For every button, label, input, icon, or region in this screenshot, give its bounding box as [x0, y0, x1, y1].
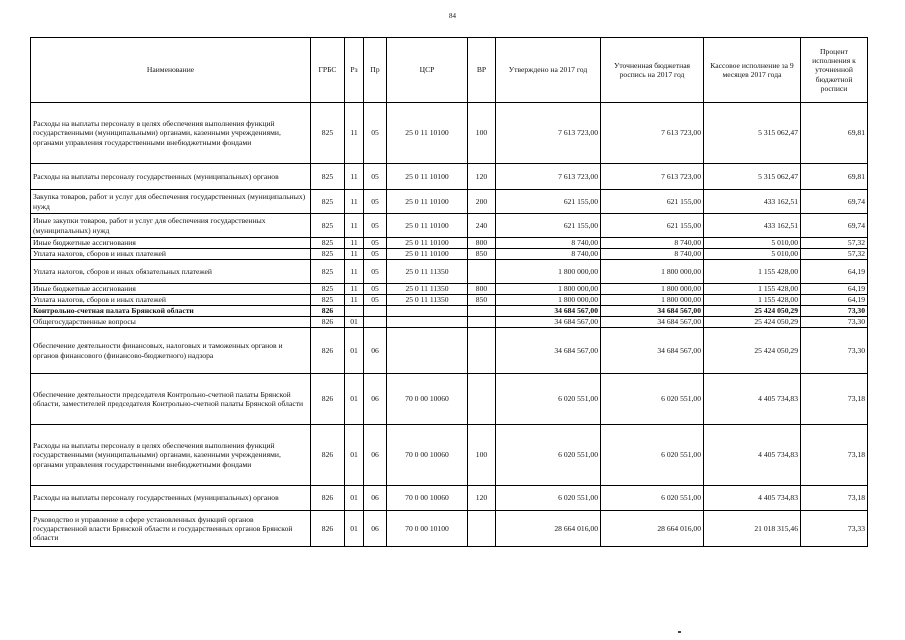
row-approved: 8 740,00 — [496, 238, 601, 249]
row-percent: 69,81 — [801, 103, 868, 164]
row-percent: 64,19 — [801, 260, 868, 284]
row-percent: 69,74 — [801, 190, 868, 214]
row-pr: 06 — [364, 328, 387, 374]
row-cash: 21 018 315,46 — [704, 511, 801, 547]
row-name: Контрольно-счетная палата Брянской области — [31, 306, 311, 317]
header-cash: Кассовое исполнение за 9 месяцев 2017 года — [704, 38, 801, 103]
row-csr: 25 0 11 10100 — [387, 238, 468, 249]
row-name: Иные закупки товаров, работ и услуг для обеспечения государственных (муниципальных) нужд — [31, 214, 311, 238]
row-cash: 1 155 428,00 — [704, 284, 801, 295]
row-grbs: 825 — [311, 249, 345, 260]
row-cash: 4 405 734,83 — [704, 374, 801, 425]
row-approved: 621 155,00 — [496, 190, 601, 214]
budget-execution-table — [30, 37, 868, 547]
row-approved: 34 684 567,00 — [496, 317, 601, 328]
row-csr — [387, 306, 468, 317]
table-row — [31, 103, 868, 164]
row-name: Уплата налогов, сборов и иных платежей — [31, 295, 311, 306]
row-name: Расходы на выплаты персоналу в целях обеспечения выполнения функций государственными (муниципальными) органами, казенными учреждениями, органами управления государственными внебюджетными фондами — [31, 103, 311, 164]
row-vr: 240 — [468, 214, 496, 238]
row-approved: 28 664 016,00 — [496, 511, 601, 547]
table-row — [31, 214, 868, 238]
row-cash: 1 155 428,00 — [704, 295, 801, 306]
table-row — [31, 190, 868, 214]
row-pr — [364, 306, 387, 317]
row-csr: 25 0 11 11350 — [387, 284, 468, 295]
row-cash: 433 162,51 — [704, 190, 801, 214]
row-rz: 11 — [345, 190, 364, 214]
row-refined: 6 020 551,00 — [601, 425, 704, 486]
row-csr: 25 0 11 11350 — [387, 260, 468, 284]
row-grbs: 825 — [311, 214, 345, 238]
row-approved: 8 740,00 — [496, 249, 601, 260]
row-grbs: 826 — [311, 374, 345, 425]
row-rz: 11 — [345, 103, 364, 164]
row-refined: 7 613 723,00 — [601, 103, 704, 164]
row-vr — [468, 260, 496, 284]
row-grbs: 826 — [311, 306, 345, 317]
header-pr: Пр — [364, 38, 387, 103]
row-cash: 25 424 050,29 — [704, 328, 801, 374]
row-percent: 73,18 — [801, 374, 868, 425]
table-row — [31, 425, 868, 486]
row-rz: 11 — [345, 260, 364, 284]
row-pr: 05 — [364, 284, 387, 295]
row-csr — [387, 317, 468, 328]
row-name: Закупка товаров, работ и услуг для обеспечения государственных (муниципальных) нужд — [31, 190, 311, 214]
row-vr: 100 — [468, 103, 496, 164]
row-approved: 621 155,00 — [496, 214, 601, 238]
row-name: Общегосударственные вопросы — [31, 317, 311, 328]
row-percent: 73,30 — [801, 328, 868, 374]
page-number: 84 — [449, 12, 456, 20]
header-percent: Процент исполнения к уточненной бюджетной росписи — [801, 38, 868, 103]
row-cash: 5 010,00 — [704, 249, 801, 260]
row-csr — [387, 328, 468, 374]
row-pr — [364, 317, 387, 328]
row-cash: 5 010,00 — [704, 238, 801, 249]
row-percent: 69,81 — [801, 164, 868, 190]
row-vr — [468, 306, 496, 317]
table-row — [31, 284, 868, 295]
row-percent: 69,74 — [801, 214, 868, 238]
row-grbs: 826 — [311, 511, 345, 547]
row-percent: 64,19 — [801, 284, 868, 295]
row-rz: 01 — [345, 511, 364, 547]
row-vr — [468, 328, 496, 374]
row-cash: 5 315 062,47 — [704, 164, 801, 190]
row-pr: 05 — [364, 214, 387, 238]
header-grbs: ГРБС — [311, 38, 345, 103]
row-percent: 73,18 — [801, 425, 868, 486]
row-pr: 05 — [364, 190, 387, 214]
table-row — [31, 238, 868, 249]
scan-speck — [678, 631, 681, 633]
row-percent: 57,32 — [801, 238, 868, 249]
table-row — [31, 164, 868, 190]
row-rz: 11 — [345, 295, 364, 306]
row-grbs: 825 — [311, 238, 345, 249]
row-refined: 28 664 016,00 — [601, 511, 704, 547]
row-csr: 70 0 00 10100 — [387, 511, 468, 547]
row-pr: 05 — [364, 164, 387, 190]
row-approved: 7 613 723,00 — [496, 164, 601, 190]
row-percent: 73,33 — [801, 511, 868, 547]
row-pr: 05 — [364, 249, 387, 260]
row-refined: 6 020 551,00 — [601, 374, 704, 425]
row-cash: 25 424 050,29 — [704, 317, 801, 328]
header-rz: Рз — [345, 38, 364, 103]
row-name: Расходы на выплаты персоналу государственных (муниципальных) органов — [31, 486, 311, 511]
row-cash: 5 315 062,47 — [704, 103, 801, 164]
row-refined: 8 740,00 — [601, 249, 704, 260]
row-rz: 01 — [345, 374, 364, 425]
row-refined: 621 155,00 — [601, 190, 704, 214]
row-pr: 06 — [364, 374, 387, 425]
row-grbs: 826 — [311, 317, 345, 328]
row-pr: 05 — [364, 103, 387, 164]
row-grbs: 825 — [311, 260, 345, 284]
row-csr: 70 0 00 10060 — [387, 374, 468, 425]
table-row — [31, 306, 868, 317]
row-percent: 57,32 — [801, 249, 868, 260]
header-approved: Утверждено на 2017 год — [496, 38, 601, 103]
row-percent: 73,30 — [801, 317, 868, 328]
row-pr: 06 — [364, 425, 387, 486]
row-name: Обеспечение деятельности финансовых, налоговых и таможенных органов и органов финансового (финансово-бюджетного) надзора — [31, 328, 311, 374]
row-grbs: 825 — [311, 295, 345, 306]
row-grbs: 825 — [311, 103, 345, 164]
row-vr — [468, 374, 496, 425]
table-row — [31, 260, 868, 284]
row-refined: 621 155,00 — [601, 214, 704, 238]
row-name: Руководство и управление в сфере установленных функций органов государственной власти Брянской области и государственных органов Брянской области — [31, 511, 311, 547]
row-percent: 73,18 — [801, 486, 868, 511]
row-name: Иные бюджетные ассигнования — [31, 284, 311, 295]
row-pr: 05 — [364, 295, 387, 306]
row-refined: 8 740,00 — [601, 238, 704, 249]
row-refined: 1 800 000,00 — [601, 260, 704, 284]
row-grbs: 825 — [311, 164, 345, 190]
row-refined: 1 800 000,00 — [601, 295, 704, 306]
row-grbs: 826 — [311, 486, 345, 511]
row-approved: 1 800 000,00 — [496, 260, 601, 284]
row-rz: 01 — [345, 317, 364, 328]
row-name: Уплата налогов, сборов и иных платежей — [31, 249, 311, 260]
row-approved: 34 684 567,00 — [496, 306, 601, 317]
row-refined: 34 684 567,00 — [601, 328, 704, 374]
row-csr: 25 0 11 10100 — [387, 103, 468, 164]
row-csr: 25 0 11 10100 — [387, 164, 468, 190]
row-rz: 01 — [345, 328, 364, 374]
row-rz: 11 — [345, 164, 364, 190]
table-row — [31, 249, 868, 260]
header-csr: ЦСР — [387, 38, 468, 103]
row-refined: 34 684 567,00 — [601, 306, 704, 317]
row-vr: 800 — [468, 284, 496, 295]
row-rz: 01 — [345, 486, 364, 511]
row-name: Расходы на выплаты персоналу государственных (муниципальных) органов — [31, 164, 311, 190]
row-vr: 200 — [468, 190, 496, 214]
table-row — [31, 295, 868, 306]
table-row — [31, 374, 868, 425]
row-cash: 4 405 734,83 — [704, 425, 801, 486]
row-approved: 6 020 551,00 — [496, 486, 601, 511]
row-refined: 6 020 551,00 — [601, 486, 704, 511]
table-header-row — [31, 38, 868, 103]
row-pr: 06 — [364, 486, 387, 511]
row-csr: 70 0 00 10060 — [387, 425, 468, 486]
row-rz: 11 — [345, 238, 364, 249]
row-approved: 6 020 551,00 — [496, 425, 601, 486]
row-rz: 11 — [345, 284, 364, 295]
row-rz: 01 — [345, 425, 364, 486]
row-grbs: 826 — [311, 328, 345, 374]
row-refined: 34 684 567,00 — [601, 317, 704, 328]
row-vr: 850 — [468, 249, 496, 260]
row-pr: 05 — [364, 260, 387, 284]
row-vr: 120 — [468, 164, 496, 190]
row-percent: 73,30 — [801, 306, 868, 317]
row-grbs: 825 — [311, 190, 345, 214]
row-rz — [345, 306, 364, 317]
header-refined: Уточненная бюджетная роспись на 2017 год — [601, 38, 704, 103]
row-vr — [468, 317, 496, 328]
header-vr: ВР — [468, 38, 496, 103]
row-cash: 433 162,51 — [704, 214, 801, 238]
header-name: Наименование — [31, 38, 311, 103]
table-row — [31, 317, 868, 328]
row-vr: 120 — [468, 486, 496, 511]
row-approved: 1 800 000,00 — [496, 295, 601, 306]
row-csr: 25 0 11 10100 — [387, 190, 468, 214]
row-name: Иные бюджетные ассигнования — [31, 238, 311, 249]
row-rz: 11 — [345, 249, 364, 260]
row-csr: 25 0 11 11350 — [387, 295, 468, 306]
row-pr: 05 — [364, 238, 387, 249]
table-row — [31, 486, 868, 511]
row-grbs: 825 — [311, 284, 345, 295]
row-grbs: 826 — [311, 425, 345, 486]
row-pr: 06 — [364, 511, 387, 547]
row-approved: 34 684 567,00 — [496, 328, 601, 374]
row-name: Уплата налогов, сборов и иных обязательных платежей — [31, 260, 311, 284]
row-vr: 800 — [468, 238, 496, 249]
row-refined: 1 800 000,00 — [601, 284, 704, 295]
row-csr: 25 0 11 10100 — [387, 214, 468, 238]
row-vr: 100 — [468, 425, 496, 486]
row-vr: 850 — [468, 295, 496, 306]
row-approved: 1 800 000,00 — [496, 284, 601, 295]
row-approved: 6 020 551,00 — [496, 374, 601, 425]
row-csr: 70 0 00 10060 — [387, 486, 468, 511]
row-cash: 1 155 428,00 — [704, 260, 801, 284]
row-percent: 64,19 — [801, 295, 868, 306]
row-rz: 11 — [345, 214, 364, 238]
row-cash: 4 405 734,83 — [704, 486, 801, 511]
row-cash: 25 424 050,29 — [704, 306, 801, 317]
row-name: Обеспечение деятельности председателя Контрольно-счетной палаты Брянской области, заместителей председателя Контрольно-счетной палаты Брянской области — [31, 374, 311, 425]
table-row — [31, 511, 868, 547]
row-refined: 7 613 723,00 — [601, 164, 704, 190]
row-vr — [468, 511, 496, 547]
row-approved: 7 613 723,00 — [496, 103, 601, 164]
table-row — [31, 328, 868, 374]
row-name: Расходы на выплаты персоналу в целях обеспечения выполнения функций государственными (муниципальными) органами, казенными учреждениями, органами управления государственными внебюджетными фондами — [31, 425, 311, 486]
row-csr: 25 0 11 10100 — [387, 249, 468, 260]
